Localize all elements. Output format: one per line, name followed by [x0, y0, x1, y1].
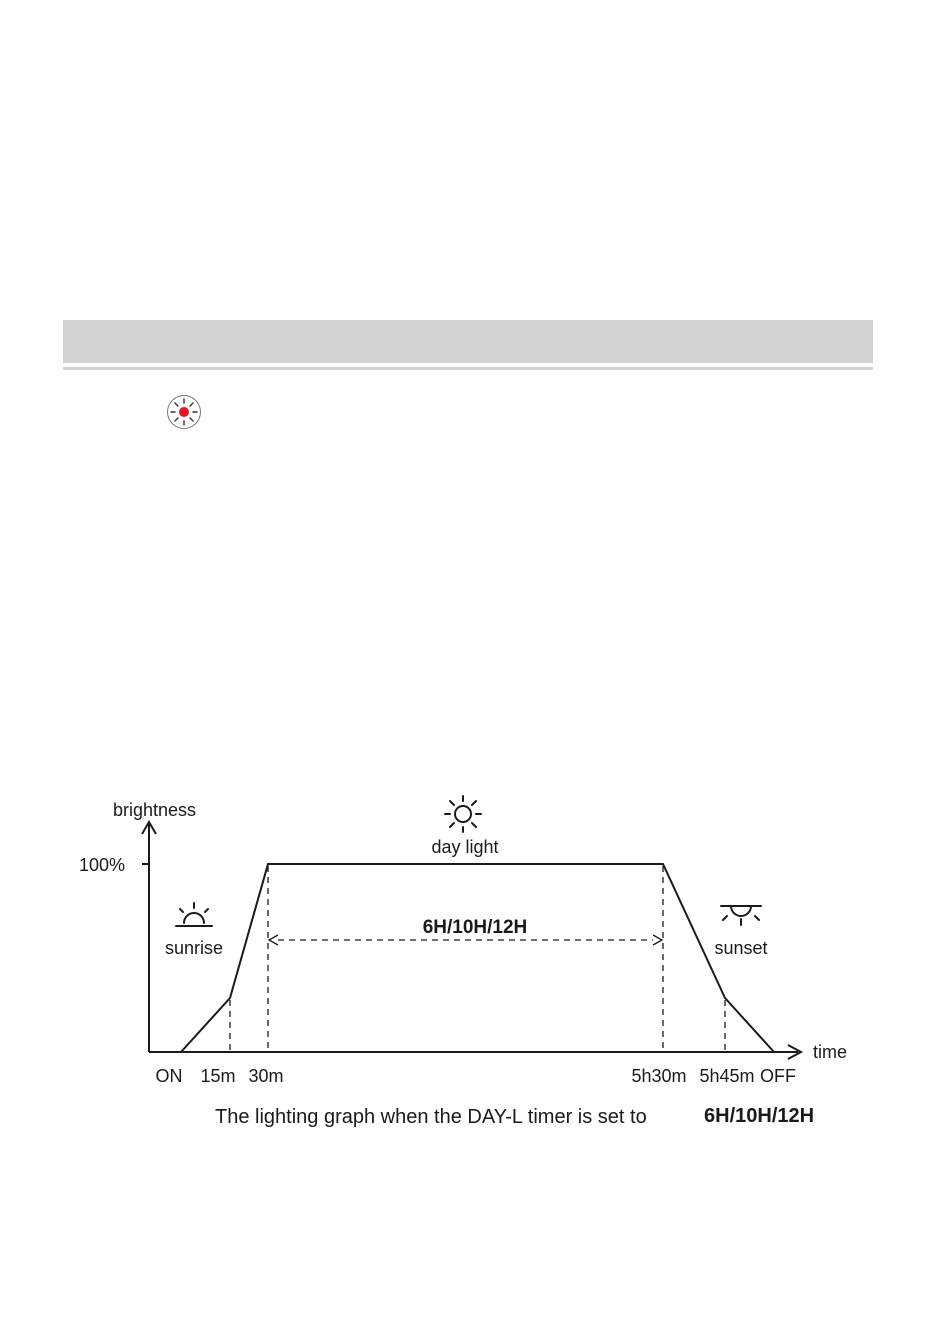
lighting-graph [0, 780, 933, 1160]
sunset-icon [721, 906, 761, 925]
duration-arrow-left [269, 935, 278, 945]
brightness-curve [181, 864, 774, 1052]
duration-label: 6H/10H/12H [422, 917, 528, 938]
sunset-label: sunset [714, 938, 768, 958]
x-tick-30m: 30m [248, 1066, 284, 1086]
x-axis-label: time [813, 1042, 848, 1062]
section-header-bar [63, 320, 873, 363]
caption-bold: 6H/10H/12H [704, 1105, 815, 1127]
graph-caption [0, 1104, 933, 1134]
sunrise-icon [176, 903, 212, 926]
red-light-sun-icon [166, 394, 202, 430]
sunrise-label: sunrise [164, 938, 224, 958]
sun-icon [445, 796, 481, 832]
section-header-rule [63, 367, 873, 370]
duration-arrow-right [653, 935, 662, 945]
caption-text: The lighting graph when the DAY-L timer is set to [215, 1106, 647, 1128]
y-axis-label: brightness [113, 800, 197, 820]
x-tick-5h30m: 5h30m [631, 1066, 687, 1086]
day-light-label: day light [431, 837, 499, 857]
x-tick-15m: 15m [200, 1066, 236, 1086]
x-tick-5h45m: 5h45m [699, 1066, 755, 1086]
x-tick-on: ON [155, 1066, 183, 1086]
x-tick-off: OFF [760, 1066, 796, 1086]
y-tick-label: 100% [79, 855, 126, 875]
